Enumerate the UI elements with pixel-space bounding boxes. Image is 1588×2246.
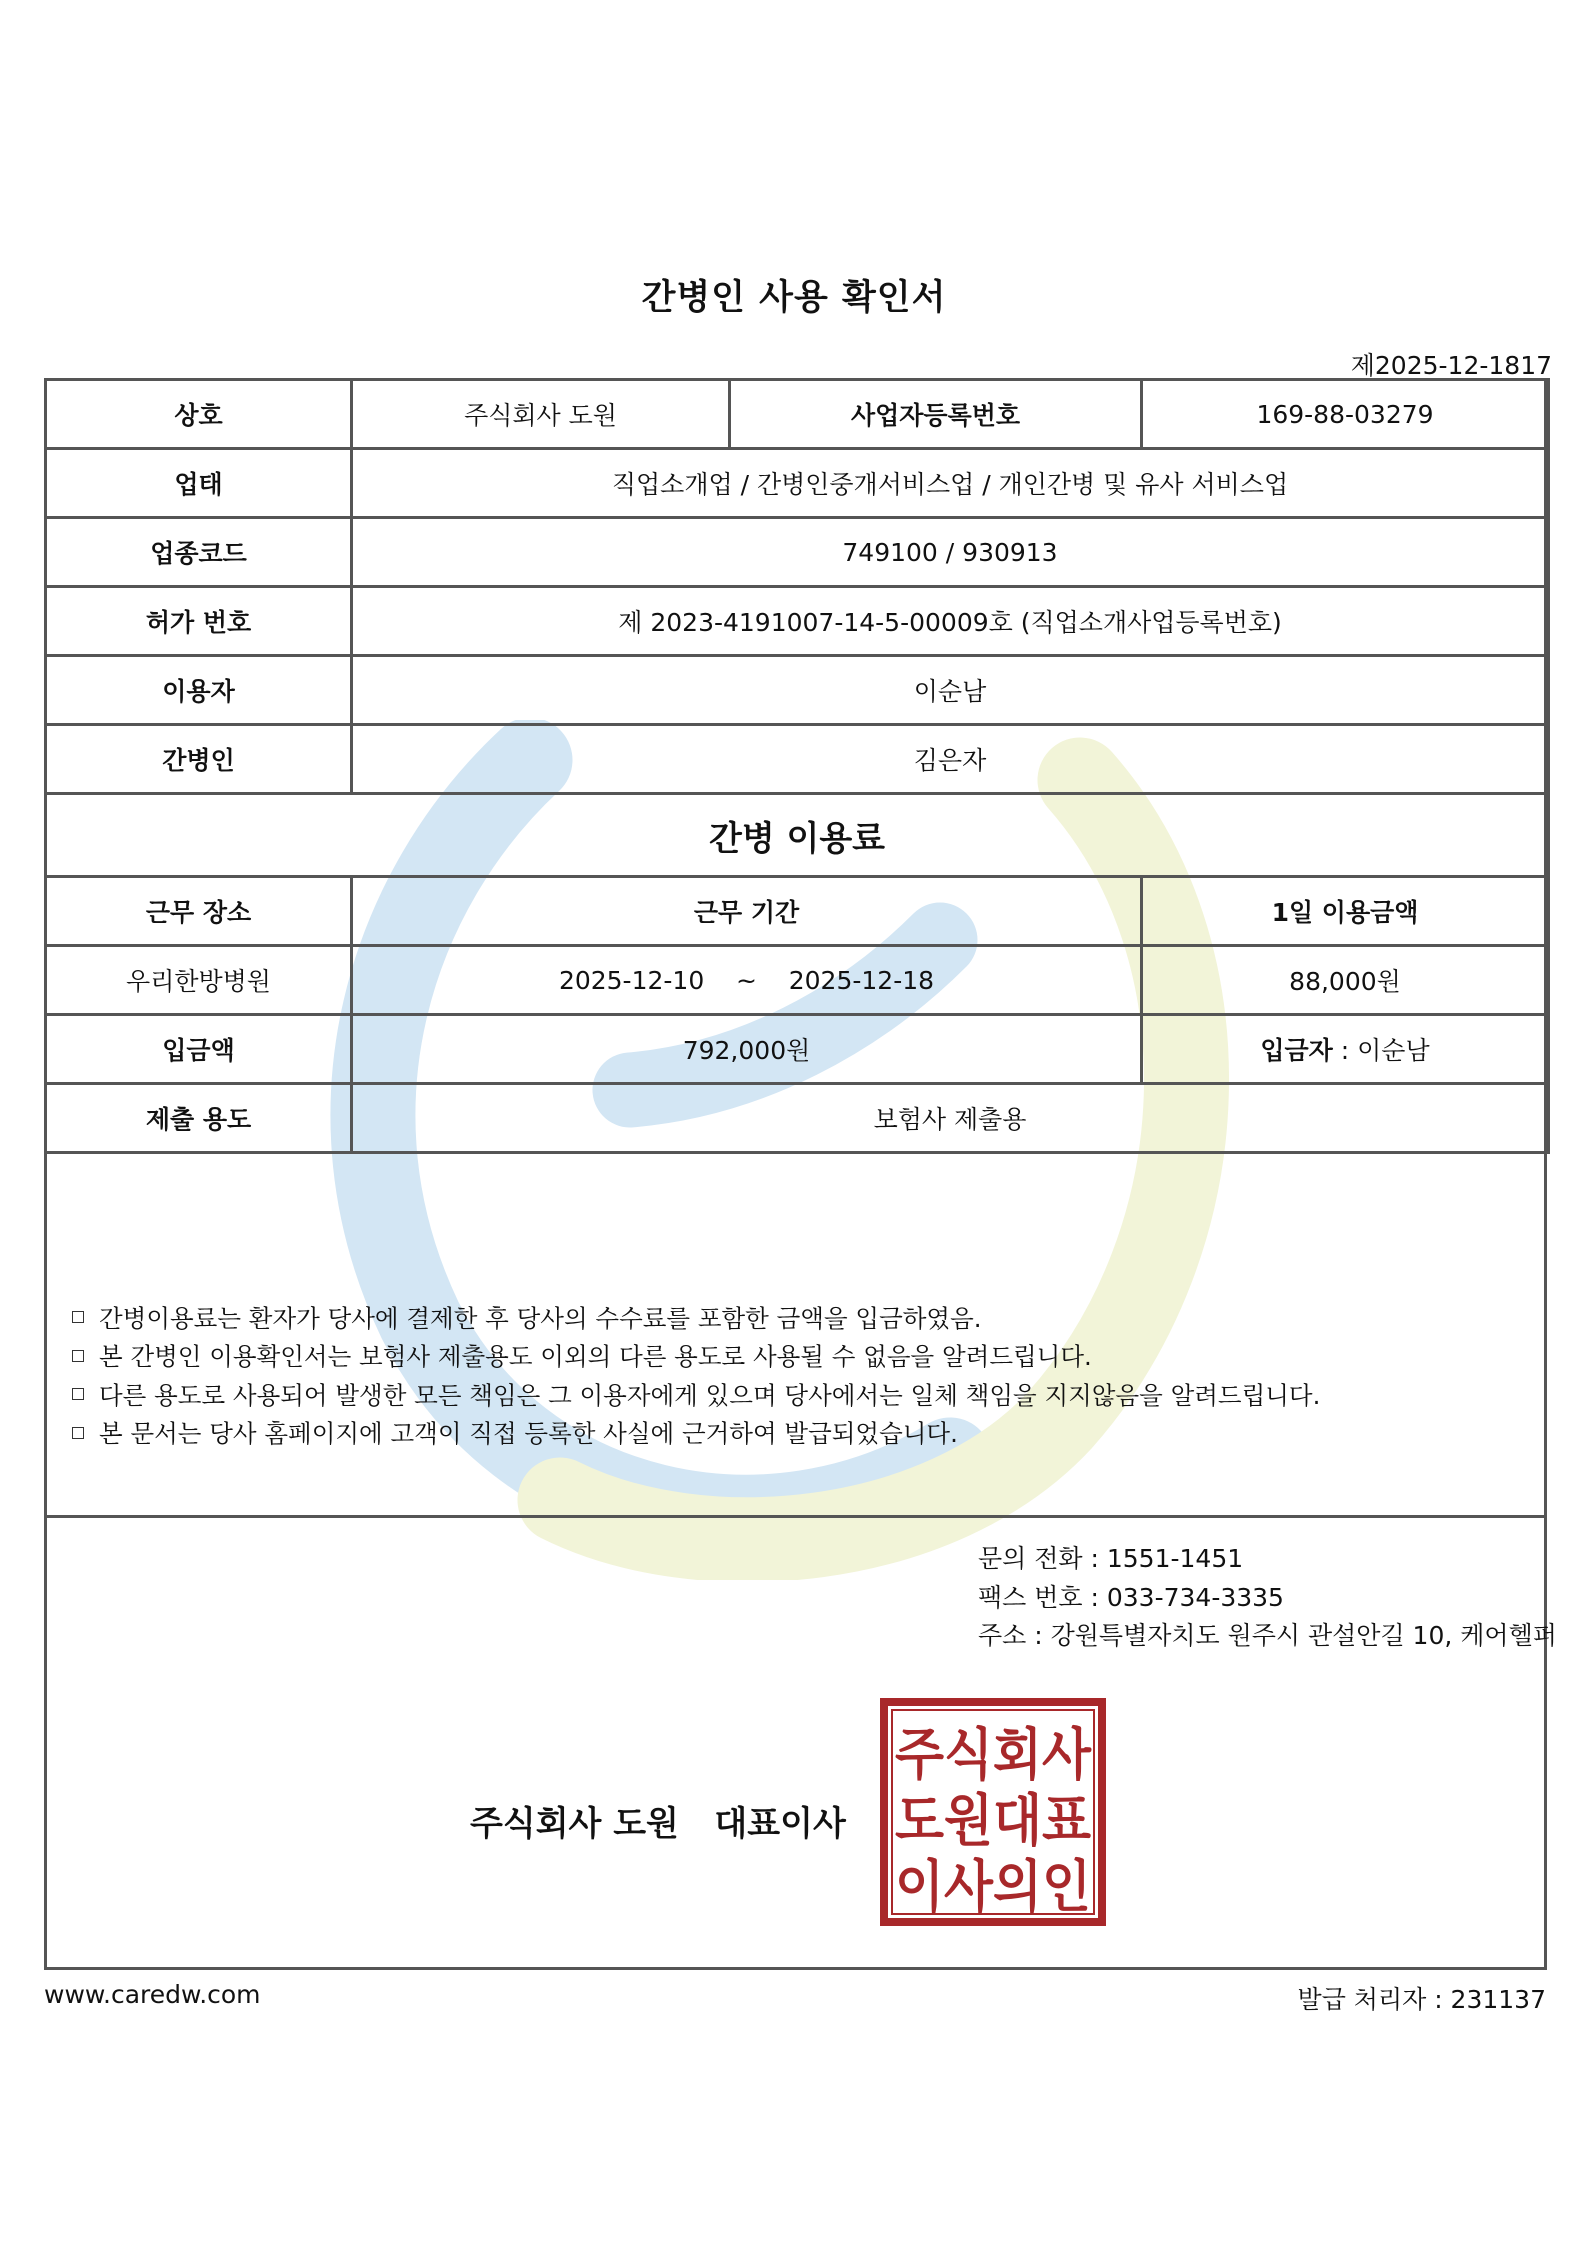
- user-value: 이순남: [352, 656, 1549, 725]
- workplace-value: 우리한방병원: [46, 946, 352, 1015]
- period-label: 근무 기간: [352, 877, 1142, 946]
- purpose-label: 제출 용도: [46, 1084, 352, 1153]
- depositor-value: : 이순남: [1332, 1036, 1430, 1065]
- issuer-info: 발급 처리자 : 231137: [1297, 1985, 1546, 2014]
- row-caregiver: [46, 725, 1549, 794]
- square-bullet-icon: [72, 1350, 84, 1362]
- square-bullet-icon: [72, 1388, 84, 1400]
- contact-phone: 문의 전화 : 1551-1451: [978, 1544, 1244, 1573]
- industry-code-label: 업종코드: [46, 518, 352, 587]
- permit-value: 제 2023-4191007-14-5-00009호 (직업소개사업등록번호): [352, 587, 1549, 656]
- row-purpose: [46, 1084, 1549, 1153]
- trade-name-label: 상호: [46, 380, 352, 449]
- note-item: [72, 1337, 1532, 1376]
- svg-text:도원대표: 도원대표: [895, 1789, 1091, 1854]
- industry-code-value: 749100 / 930913: [352, 518, 1549, 587]
- depositor-label: 입금자: [1260, 1036, 1333, 1065]
- biz-reg-label: 사업자등록번호: [730, 380, 1142, 449]
- note-item: [72, 1375, 1532, 1414]
- workplace-label: 근무 장소: [46, 877, 352, 946]
- purpose-value: 보험사 제출용: [352, 1084, 1549, 1153]
- note-text: 본 간병인 이용확인서는 보험사 제출용도 이외의 다른 용도로 사용될 수 없음을 알려드립니다.: [99, 1342, 1092, 1372]
- document-number: 제2025-12-1817: [1350, 351, 1552, 380]
- caregiver-label: 간병인: [46, 725, 352, 794]
- section-divider: [44, 1515, 1547, 1518]
- user-label: 이용자: [46, 656, 352, 725]
- row-business-type: [46, 449, 1549, 518]
- row-permit: [46, 587, 1549, 656]
- svg-text:주식회사: 주식회사: [895, 1723, 1092, 1788]
- daily-amount-label: 1일 이용금액: [1142, 877, 1549, 946]
- row-fee-header: [46, 877, 1549, 946]
- notes-list: [72, 1298, 1532, 1452]
- document-title: 간병인 사용 확인서: [641, 278, 947, 318]
- company-seal-icon: [880, 1698, 1106, 1926]
- deposit-label: 입금액: [46, 1015, 352, 1084]
- row-deposit: [46, 1015, 1549, 1084]
- svg-text:이사의인: 이사의인: [895, 1855, 1091, 1920]
- website-link[interactable]: www.caredw.com: [44, 1980, 261, 2009]
- business-type-value: 직업소개업 / 간병인중개서비스업 / 개인간병 및 유사 서비스업: [352, 449, 1549, 518]
- row-fee-section: [46, 794, 1549, 877]
- caregiver-value: 김은자: [352, 725, 1549, 794]
- biz-reg-value: 169-88-03279: [1142, 380, 1549, 449]
- note-text: 간병이용료는 환자가 당사에 결제한 후 당사의 수수료를 포함한 금액을 입금하였음.: [99, 1303, 982, 1333]
- row-trade-name: [46, 380, 1549, 449]
- square-bullet-icon: [72, 1311, 84, 1323]
- row-fee-values: [46, 946, 1549, 1015]
- business-type-label: 업태: [46, 449, 352, 518]
- note-text: 다른 용도로 사용되어 발생한 모든 책임은 그 이용자에게 있으며 당사에서는 일체 책임을 지지않음을 알려드립니다.: [99, 1380, 1321, 1410]
- contact-address: 주소 : 강원특별자치도 원주시 관설안길 10, 케어헬퍼: [978, 1621, 1557, 1650]
- depositor-cell: [1142, 1015, 1549, 1084]
- contact-info: [978, 1540, 1557, 1656]
- note-item: [72, 1298, 1532, 1337]
- signature-company: 주식회사 도원 대표이사: [470, 1804, 846, 1844]
- period-value: [352, 946, 1142, 1015]
- daily-amount-value: 88,000원: [1142, 946, 1549, 1015]
- note-text: 본 문서는 당사 홈페이지에 고객이 직접 등록한 사실에 근거하여 발급되었습니다.: [99, 1419, 958, 1449]
- contact-fax: 팩스 번호 : 033-734-3335: [978, 1582, 1284, 1612]
- row-industry-code: [46, 518, 1549, 587]
- deposit-value: 792,000원: [352, 1015, 1142, 1084]
- info-table: [44, 378, 1550, 1154]
- note-item: [72, 1414, 1532, 1453]
- trade-name-value: 주식회사 도원: [352, 380, 730, 449]
- row-user: [46, 656, 1549, 725]
- period-text: 2025-12-10 ~ 2025-12-18: [558, 965, 935, 995]
- square-bullet-icon: [72, 1427, 84, 1439]
- permit-label: 허가 번호: [46, 587, 352, 656]
- fee-section-title: 간병 이용료: [46, 794, 1549, 877]
